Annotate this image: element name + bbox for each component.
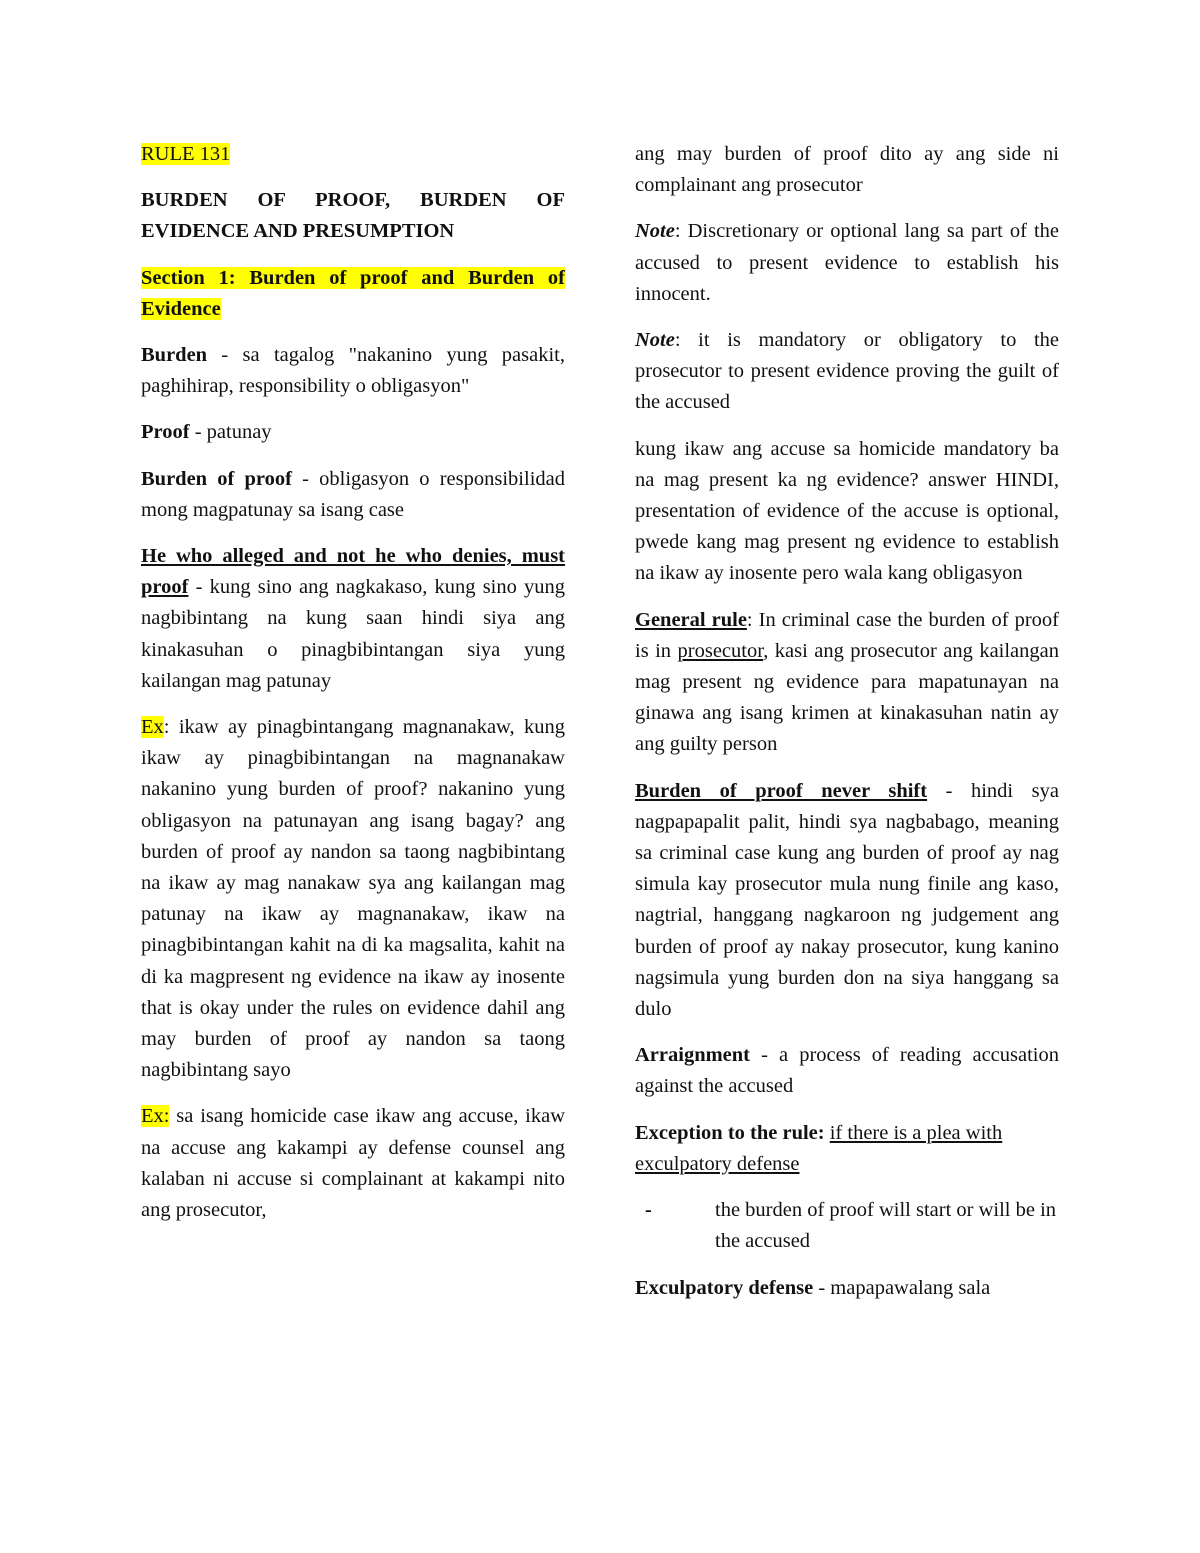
definition-proof: Proof - patunay [141,421,272,444]
maxim-paragraph: He who alleged and not he who denies, must proof - kung sino ang nagkakaso, kung sino yung nagbibintang na kung saan hindi siya ang kinakasuhan o pinagbibintangan siya yung kailangan mag patunay [141,545,565,692]
bullet-text: the burden of proof will start or will be in the accused [715,1199,1057,1253]
section-heading [141,263,565,325]
prosecutor-underlined: prosecutor [677,639,764,662]
note-2: Note: it is mandatory or obligatory to the prosecutor to present evidence proving the guilt of the accused [635,329,1059,414]
continuation-paragraph: ang may burden of proof dito ay ang side ni complainant ang prosecutor [635,143,1059,197]
note-1: Note: Discretionary or optional lang sa part of the accused to present evidence to establish his innocent. [635,220,1059,305]
right-column [635,139,1059,1319]
exculpatory-defense-label: Exculpatory defense [635,1276,814,1299]
term-burden-of-proof: Burden of proof [141,467,292,490]
example-label: Ex: [141,1105,170,1128]
definition-burden: Burden - sa tagalog "nakanino yung pasakit, paghihirap, responsibility o obligasyon" [141,344,565,398]
exception-paragraph [635,1118,1059,1180]
never-shift-label: Burden of proof never shift [635,779,928,802]
left-column [141,139,565,1241]
exception-text: if there is a plea with exculpatory defense [635,1121,1003,1175]
never-shift-paragraph: Burden of proof never shift - hindi sya nagpapapalit palit, hindi sya nagbabago, meaning sa criminal case kung ang burden of proof ay nag simula kay prosecutor mula nung finile ang kaso, nagtrial, hanggang nagkaroon ng judgement ang burden of proof ay nakay prosecutor, kung kanino nagsimula yung burden don na siya hanggang sa dulo [635,779,1059,1021]
example-label: Ex [141,716,164,739]
maxim-term: He who alleged and not he who denies, must proof [141,545,565,599]
bullet-marker: - [645,1199,652,1222]
exculpatory-defense-paragraph: Exculpatory defense - mapapawalang sala [635,1276,991,1299]
rule-number: RULE 131 [141,143,231,165]
exception-label: Exception to the rule: [635,1121,825,1144]
general-rule: General rule: In criminal case the burden of proof is in prosecutor, kasi ang prosecutor ang kailangan mag present ng evidence para mapatunayan na ginawa ang isang krimen at kinakasuhan natin ay ang guilty person [635,608,1060,756]
note-label: Note [635,220,675,243]
arraignment-paragraph: Arraignment - a process of reading accusation against the accused [635,1044,1059,1098]
arraignment-label: Arraignment [635,1044,751,1067]
general-rule-label: General rule [635,608,747,631]
note-label: Note [635,329,675,352]
section-title: Section 1: Burden of proof and Burden of Evidence [141,266,565,320]
example-1: Ex: ikaw ay pinagbintangang magnanakaw, kung ikaw ay pinagbibintangan na magnanakaw nakanino yung burden of proof? nakanino yung obligasyon na patunayan ang isang bagay? ang burden of proof ay nandon sa taong nagbibintang na ikaw ay mag nanakaw sya ang kailangan mag patunay na ikaw ay magnanakaw, ikaw na pinagbibintangan kahit na di ka magsalita, kahit na di ka magpresent ng evidence na ikaw ay inosente that is okay under the rules on evidence dahil ang may burden of proof ay nandon sa taong nagbibintang sayo [141,716,565,1082]
example-2: Ex: sa isang homicide case ikaw ang accuse, ikaw na accuse ang kakampi ay defense counsel ang kalaban ni accuse si complainant at kakampi nito ang prosecutor, [141,1105,565,1222]
document-title: BURDEN OF PROOF, BURDEN OF EVIDENCE AND PRESUMPTION [141,189,565,243]
bullet-item [635,1195,1059,1257]
term-proof: Proof [141,421,190,444]
rule-heading [141,139,565,170]
definition-burden-of-proof: Burden of proof - obligasyon o responsibilidad mong magpatunay sa isang case [141,467,565,521]
qa-paragraph: kung ikaw ang accuse sa homicide mandatory ba na mag present ka ng evidence? answer HINDI, presentation of evidence of the accuse is optional, pwede kang mag present ng evidence to establish na ikaw ay inosente pero wala kang obligasyon [635,437,1059,585]
term-burden: Burden [141,344,208,367]
